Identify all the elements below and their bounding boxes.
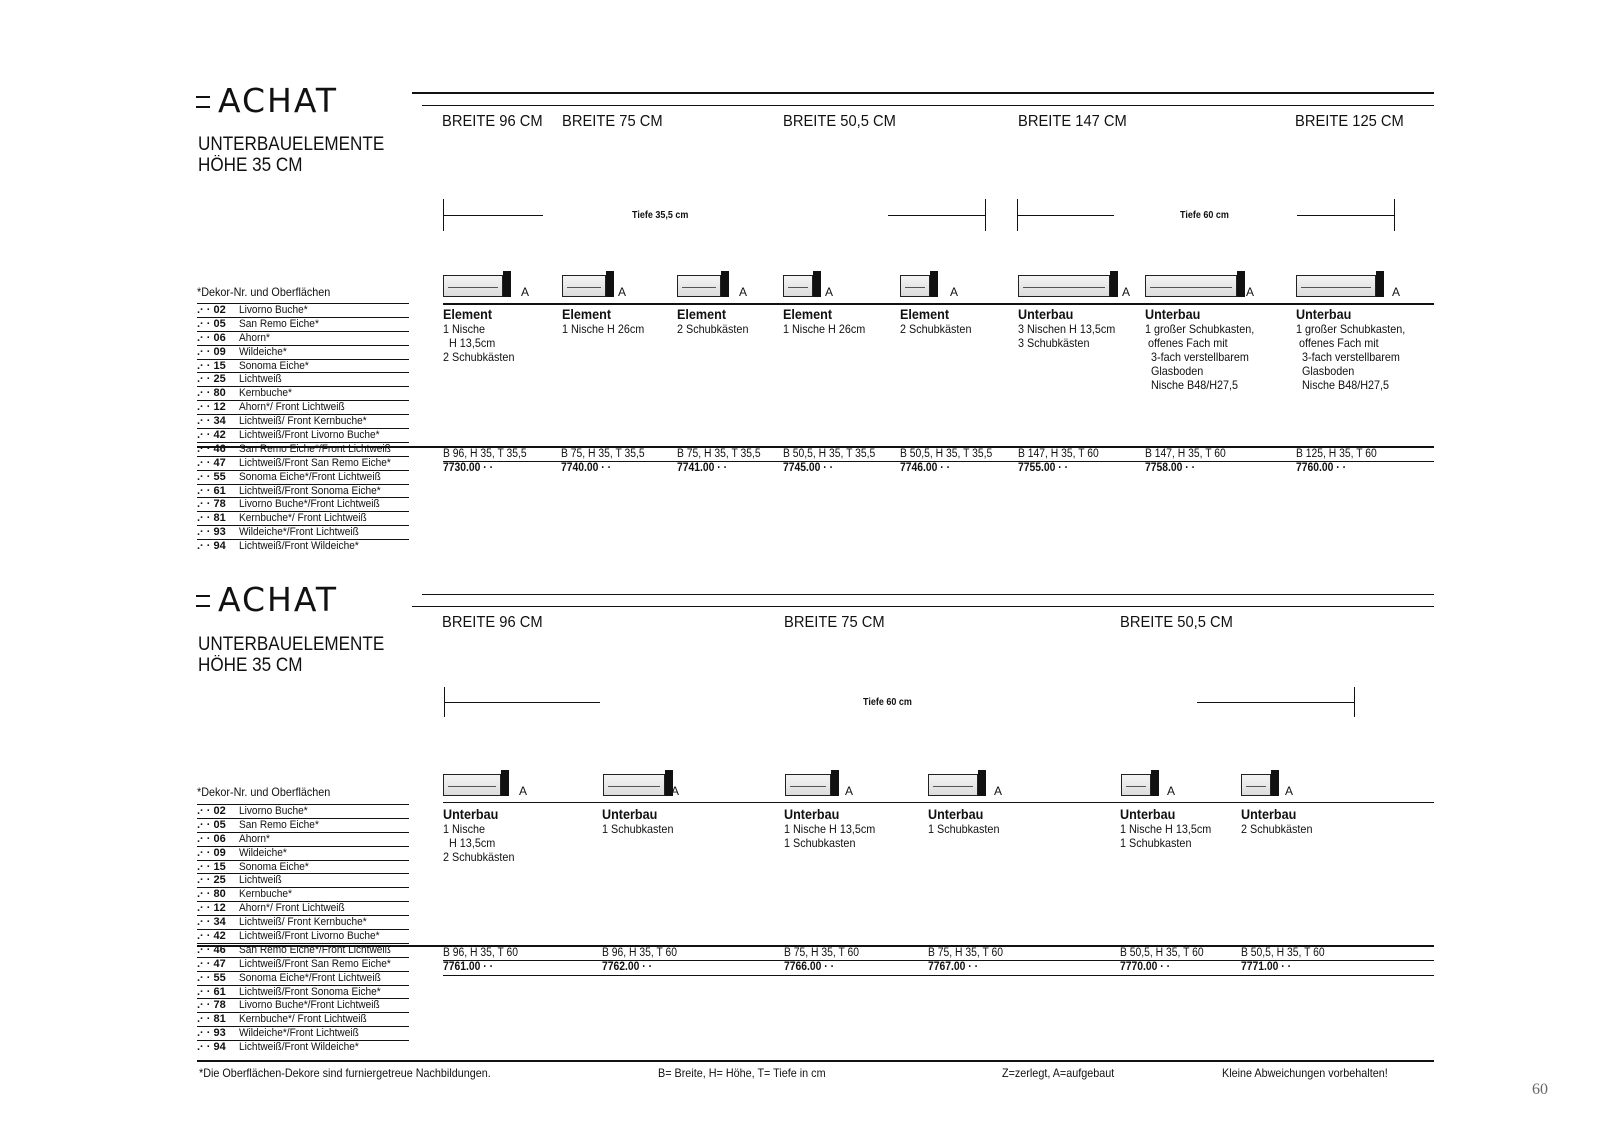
- product-thumbnail: A: [443, 772, 533, 796]
- product-thumbnail: A: [1296, 273, 1396, 297]
- depth-label: Tiefe 35,5 cm: [632, 210, 689, 221]
- dimensions: B 75, H 35, T 60: [784, 947, 859, 959]
- dekor-row: .· · 06 Ahorn*: [197, 332, 409, 346]
- dekor-row: .· · 02 Livorno Buche*: [197, 805, 409, 819]
- article-number: 7758.00 · ·: [1145, 462, 1196, 474]
- depth-line: [1017, 215, 1114, 216]
- dimensions: B 50,5, H 35, T 60: [1241, 947, 1325, 959]
- article-number: 7745.00 · ·: [783, 462, 834, 474]
- product-thumbnail: A: [785, 772, 855, 796]
- footer-note-abbreviations: B= Breite, H= Höhe, T= Tiefe in cm: [658, 1066, 826, 1080]
- dekor-row: .· · 94 Lichtweiß/Front Wildeiche*: [197, 540, 359, 553]
- dekor-row: .· · 09 Wildeiche*: [197, 346, 409, 360]
- product-description: Unterbau 1 Schubkasten: [602, 806, 674, 836]
- dekor-row: .· · 80 Kernbuche*: [197, 387, 409, 401]
- depth-line: [444, 702, 600, 703]
- achat-logo: ACHAT: [196, 84, 338, 117]
- dimensions: B 147, H 35, T 60: [1018, 448, 1099, 460]
- dekor-row: .· · 47 Lichtweiß/Front San Remo Eiche*: [197, 457, 409, 471]
- article-number: 7730.00 · ·: [443, 462, 494, 474]
- header-rule: [422, 105, 1434, 106]
- dekor-row: .· · 02 Livorno Buche*: [197, 304, 409, 318]
- width-heading: BREITE 125 CM: [1295, 113, 1404, 130]
- article-number: 7740.00 · ·: [561, 462, 612, 474]
- section-subtitle: HÖHE 35 CM: [198, 655, 303, 676]
- dekor-row: .· · 46 San Remo Eiche*/Front Lichtweiß: [197, 944, 409, 958]
- footer-rule: [197, 1060, 1434, 1062]
- dekor-row: .· · 06 Ahorn*: [197, 833, 409, 847]
- product-description: Element 2 Schubkästen: [677, 306, 749, 336]
- page-number: 60: [1532, 1081, 1548, 1098]
- product-thumbnail: A: [603, 772, 693, 796]
- dekor-row: .· · 25 Lichtweiß: [197, 373, 409, 387]
- dimensions: B 50,5, H 35, T 35,5: [900, 448, 993, 460]
- article-number: 7761.00 · ·: [443, 961, 494, 973]
- dekor-row: .· · 80 Kernbuche*: [197, 888, 409, 902]
- dekor-row: .· · 47 Lichtweiß/Front San Remo Eiche*: [197, 958, 409, 972]
- dekor-row: .· · 81 Kernbuche*/ Front Lichtweiß: [197, 512, 409, 526]
- dekor-row: .· · 05 San Remo Eiche*: [197, 819, 409, 833]
- dekor-row: .· · 55 Sonoma Eiche*/Front Lichtweiß: [197, 972, 409, 986]
- footer-note-dekore: *Die Oberflächen-Dekore sind furniergetreue Nachbildungen.: [199, 1066, 491, 1080]
- product-thumbnail: A: [928, 772, 1008, 796]
- dekor-row: .· · 05 San Remo Eiche*: [197, 318, 409, 332]
- dekor-list: [197, 805, 409, 1055]
- article-number: 7741.00 · ·: [677, 462, 728, 474]
- depth-tick: [985, 199, 986, 231]
- dimensions: B 147, H 35, T 60: [1145, 448, 1226, 460]
- product-description: Unterbau 1 Nische H 13,5cm 2 Schubkästen: [443, 806, 515, 864]
- product-description: Element 1 Nische H 26cm: [562, 306, 645, 336]
- article-number: 7770.00 · ·: [1120, 961, 1171, 973]
- depth-line: [888, 215, 985, 216]
- table-rule: [443, 975, 1434, 976]
- product-thumbnail: A: [1121, 772, 1181, 796]
- article-number: 7771.00 · ·: [1241, 961, 1292, 973]
- dimensions: B 50,5, H 35, T 35,5: [783, 448, 876, 460]
- dekor-row: .· · 94 Lichtweiß/Front Wildeiche*: [197, 1041, 359, 1054]
- width-heading: BREITE 50,5 CM: [783, 113, 896, 130]
- section-title: UNTERBAUELEMENTE: [198, 634, 385, 655]
- section-title: UNTERBAUELEMENTE: [198, 134, 385, 155]
- article-number: 7760.00 · ·: [1296, 462, 1347, 474]
- dekor-row: .· · 34 Lichtweiß/ Front Kernbuche*: [197, 916, 409, 930]
- product-thumbnail: A: [443, 273, 533, 297]
- dimensions: B 50,5, H 35, T 60: [1120, 947, 1204, 959]
- product-thumbnail: A: [783, 273, 843, 297]
- dekor-row: .· · 55 Sonoma Eiche*/Front Lichtweiß: [197, 471, 409, 485]
- product-description: Unterbau 1 Nische H 13,5cm 1 Schubkasten: [784, 806, 876, 850]
- achat-logo: ACHAT: [196, 583, 338, 616]
- product-description: Element 1 Nische H 13,5cm 2 Schubkästen: [443, 306, 515, 364]
- product-description: Element 2 Schubkästen: [900, 306, 972, 336]
- product-description: Unterbau 1 großer Schubkasten, offenes Fach mit 3-fach verstellbarem Glasboden Nische B48/H27,5: [1145, 306, 1255, 392]
- header-rule: [412, 606, 1434, 607]
- width-heading: BREITE 96 CM: [442, 614, 543, 631]
- dimensions: B 75, H 35, T 60: [928, 947, 1003, 959]
- dekor-row: .· · 09 Wildeiche*: [197, 847, 409, 861]
- article-number: 7746.00 · ·: [900, 462, 951, 474]
- dekor-list: [197, 304, 409, 554]
- product-description: Unterbau 3 Nischen H 13,5cm 3 Schubkästen: [1018, 306, 1116, 350]
- dekor-row: .· · 46 San Remo Eiche*/Front Lichtweiß: [197, 443, 409, 457]
- header-rule: [422, 594, 1434, 595]
- table-rule: [443, 303, 1434, 305]
- dekor-row: .· · 25 Lichtweiß: [197, 874, 409, 888]
- width-heading: BREITE 75 CM: [784, 614, 885, 631]
- dimensions: B 125, H 35, T 60: [1296, 448, 1377, 460]
- dekor-row: .· · 42 Lichtweiß/Front Livorno Buche*: [197, 429, 409, 443]
- article-number: 7766.00 · ·: [784, 961, 835, 973]
- dekor-row: .· · 12 Ahorn*/ Front Lichtweiß: [197, 401, 409, 415]
- article-number: 7755.00 · ·: [1018, 462, 1069, 474]
- product-thumbnail: A: [562, 273, 632, 297]
- product-description: Unterbau 1 Nische H 13,5cm 1 Schubkasten: [1120, 806, 1212, 850]
- depth-label: Tiefe 60 cm: [863, 697, 912, 708]
- dekor-header: *Dekor-Nr. und Oberflächen: [197, 285, 331, 299]
- product-thumbnail: A: [677, 273, 747, 297]
- depth-line: [443, 215, 543, 216]
- dekor-row: .· · 61 Lichtweiß/Front Sonoma Eiche*: [197, 986, 409, 1000]
- footer-note-disclaimer: Kleine Abweichungen vorbehalten!: [1222, 1066, 1388, 1080]
- dekor-row: .· · 61 Lichtweiß/Front Sonoma Eiche*: [197, 485, 409, 499]
- depth-tick: [1354, 687, 1355, 717]
- dekor-row: .· · 15 Sonoma Eiche*: [197, 861, 409, 875]
- dekor-row: .· · 42 Lichtweiß/Front Livorno Buche*: [197, 930, 409, 944]
- dimensions: B 96, H 35, T 35,5: [443, 448, 527, 460]
- width-heading: BREITE 96 CM: [442, 113, 543, 130]
- width-heading: BREITE 75 CM: [562, 113, 663, 130]
- width-heading: BREITE 50,5 CM: [1120, 614, 1233, 631]
- depth-tick: [1394, 199, 1395, 231]
- article-number: 7762.00 · ·: [602, 961, 653, 973]
- header-rule: [412, 92, 1434, 94]
- dekor-row: .· · 34 Lichtweiß/ Front Kernbuche*: [197, 415, 409, 429]
- product-thumbnail: A: [1241, 772, 1301, 796]
- product-thumbnail: A: [900, 273, 960, 297]
- dimensions: B 96, H 35, T 60: [443, 947, 518, 959]
- product-description: Unterbau 1 großer Schubkasten, offenes Fach mit 3-fach verstellbarem Glasboden Nische B48/H27,5: [1296, 306, 1406, 392]
- product-description: Unterbau 1 Schubkasten: [928, 806, 1000, 836]
- product-description: Element 1 Nische H 26cm: [783, 306, 866, 336]
- width-heading: BREITE 147 CM: [1018, 113, 1127, 130]
- product-description: Unterbau 2 Schubkästen: [1241, 806, 1313, 836]
- dimensions: B 75, H 35, T 35,5: [677, 448, 761, 460]
- dekor-header: *Dekor-Nr. und Oberflächen: [197, 785, 331, 799]
- depth-line: [1297, 215, 1394, 216]
- dekor-row: .· · 78 Livorno Buche*/Front Lichtweiß: [197, 498, 409, 512]
- product-thumbnail: A: [1018, 273, 1128, 297]
- dekor-row: .· · 93 Wildeiche*/Front Lichtweiß: [197, 1027, 409, 1041]
- table-rule: [443, 802, 1434, 803]
- product-thumbnail: A: [1145, 273, 1255, 297]
- dekor-row: .· · 78 Livorno Buche*/Front Lichtweiß: [197, 999, 409, 1013]
- dekor-row: .· · 93 Wildeiche*/Front Lichtweiß: [197, 526, 409, 540]
- dimensions: B 75, H 35, T 35,5: [561, 448, 645, 460]
- depth-label: Tiefe 60 cm: [1180, 210, 1229, 221]
- dekor-row: .· · 12 Ahorn*/ Front Lichtweiß: [197, 902, 409, 916]
- article-number: 7767.00 · ·: [928, 961, 979, 973]
- depth-line: [1197, 702, 1354, 703]
- dekor-row: .· · 81 Kernbuche*/ Front Lichtweiß: [197, 1013, 409, 1027]
- dekor-row: .· · 15 Sonoma Eiche*: [197, 360, 409, 374]
- section-subtitle: HÖHE 35 CM: [198, 155, 303, 176]
- footer-note-assembly: Z=zerlegt, A=aufgebaut: [1002, 1066, 1115, 1080]
- dimensions: B 96, H 35, T 60: [602, 947, 677, 959]
